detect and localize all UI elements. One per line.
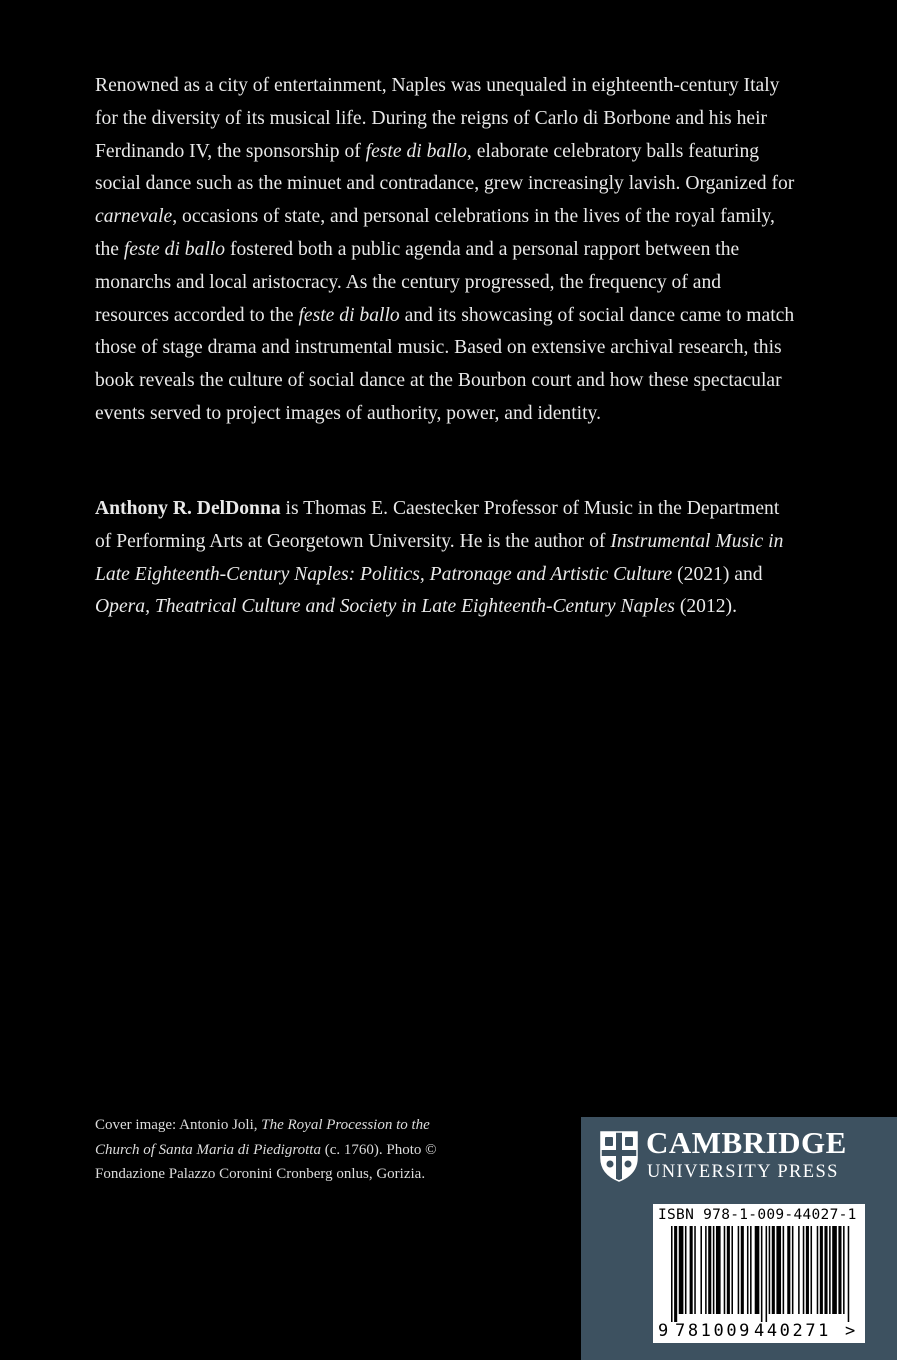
credit-text: Cover image: Antonio Joli, bbox=[95, 1117, 262, 1133]
barcode-bar bbox=[716, 1226, 721, 1314]
isbn-barcode bbox=[653, 1204, 865, 1343]
barcode-digit-group: 781009 bbox=[675, 1321, 753, 1341]
barcode-bar bbox=[783, 1226, 785, 1314]
author-bio bbox=[95, 493, 795, 624]
cambridge-shield-icon bbox=[599, 1130, 639, 1182]
barcode-bar bbox=[798, 1226, 800, 1314]
barcode-bar bbox=[671, 1226, 673, 1322]
barcode-bar bbox=[713, 1226, 715, 1314]
barcode-bar bbox=[700, 1226, 702, 1314]
blurb-text: , occasions of state, and personal celebrations in the lives of the royal family, the bbox=[95, 206, 775, 260]
isbn-label: ISBN 978-1-009-44027-1 bbox=[658, 1207, 857, 1223]
blurb-paragraph bbox=[95, 70, 795, 431]
blurb-text: and its showcasing of social dance came to match those of stage drama and instrumental music. Based on extensive archival research, this book reveals the culture of social dance at the Bourbon court and how these spectacular events served to project images of authority, power, and identity. bbox=[95, 304, 795, 424]
barcode-bar bbox=[843, 1226, 845, 1314]
author-bio-text: (2021) and bbox=[672, 563, 763, 585]
author-bio-text: is Thomas E. Caestecker Professor of Music in the Department of Performing Arts at Georgetown University. He is the author of bbox=[95, 498, 780, 552]
blurb-text: , elaborate celebratory balls featuring social dance such as the minuet and contradance, grew increasingly lavish. Organized for bbox=[95, 140, 795, 195]
barcode-bar bbox=[806, 1226, 809, 1314]
book-title: Opera, Theatrical Culture and Society in Late Eighteenth-Century Naples bbox=[95, 596, 675, 618]
barcode-bar bbox=[832, 1226, 837, 1314]
barcode-bar bbox=[679, 1226, 684, 1314]
barcode-bar bbox=[829, 1226, 831, 1314]
barcode-bar bbox=[727, 1226, 730, 1314]
barcode-bar bbox=[731, 1226, 733, 1314]
barcode-bars bbox=[655, 1226, 861, 1322]
barcode-digit-lead: 9 bbox=[658, 1321, 669, 1341]
blurb-text: Renowned as a city of entertainment, Naples was unequaled in eighteenth-century Italy for the diversity of its musical life. During the reigns of Carlo di Borbone and his heir Ferdinando IV, the sponsorship of bbox=[95, 75, 780, 162]
barcode-bar bbox=[761, 1226, 763, 1322]
barcode-bar bbox=[803, 1226, 805, 1314]
barcode-bar bbox=[776, 1226, 781, 1314]
barcode-bar bbox=[694, 1226, 696, 1314]
barcode-bar bbox=[685, 1226, 687, 1314]
cover-credit bbox=[95, 1113, 465, 1187]
barcode-bar bbox=[811, 1226, 813, 1314]
author-bio-text: (2012). bbox=[674, 596, 737, 618]
publisher-name: CAMBRIDGE bbox=[646, 1125, 847, 1160]
barcode-bar bbox=[766, 1226, 768, 1322]
blurb-text: fostered both a public agenda and a personal rapport between the monarchs and local aristocracy. As the century progressed, the frequency of and resources accorded to the bbox=[95, 238, 740, 326]
barcode-bar bbox=[747, 1226, 749, 1314]
author-name: Anthony R. DelDonna bbox=[95, 498, 281, 519]
barcode-bar bbox=[824, 1226, 827, 1314]
book-title: Instrumental Music in Late Eighteenth-Century Naples: Politics, Patronage and Artistic Culture bbox=[95, 530, 784, 585]
barcode-bar bbox=[738, 1226, 740, 1314]
barcode-bar bbox=[820, 1226, 823, 1314]
barcode-bar bbox=[787, 1226, 790, 1314]
credit-text: (c. 1760). Photo © Fondazione Palazzo Coronini Cronberg onlus, Gorizia. bbox=[95, 1141, 437, 1182]
barcode-bar bbox=[674, 1226, 677, 1322]
artwork-title: The Royal Procession to the Church of Santa Maria di Piedigrotta bbox=[95, 1117, 430, 1158]
barcode-bar bbox=[755, 1226, 760, 1314]
barcode-bar bbox=[708, 1226, 711, 1314]
barcode-bar bbox=[750, 1226, 752, 1314]
barcode-bar bbox=[817, 1226, 819, 1314]
barcode-bar bbox=[769, 1226, 771, 1314]
blurb-italic: feste di ballo bbox=[123, 238, 226, 260]
blurb-italic: carnevale bbox=[95, 206, 173, 228]
barcode-bar bbox=[724, 1226, 726, 1314]
barcode-arrow: > bbox=[845, 1321, 856, 1341]
barcode-bar bbox=[792, 1226, 794, 1314]
barcode-bar bbox=[838, 1226, 841, 1314]
blurb-italic: feste di ballo bbox=[298, 304, 400, 326]
barcode-digit-group: 440271 bbox=[754, 1321, 832, 1341]
barcode-bar bbox=[772, 1226, 775, 1314]
barcode-bar bbox=[741, 1226, 744, 1314]
publisher-press: UNIVERSITY PRESS bbox=[647, 1162, 839, 1182]
publisher-panel bbox=[581, 1117, 897, 1360]
blurb-italic: feste di ballo bbox=[365, 140, 467, 162]
barcode-bar bbox=[705, 1226, 707, 1314]
barcode-bar bbox=[848, 1226, 850, 1322]
barcode-bar bbox=[690, 1226, 693, 1314]
